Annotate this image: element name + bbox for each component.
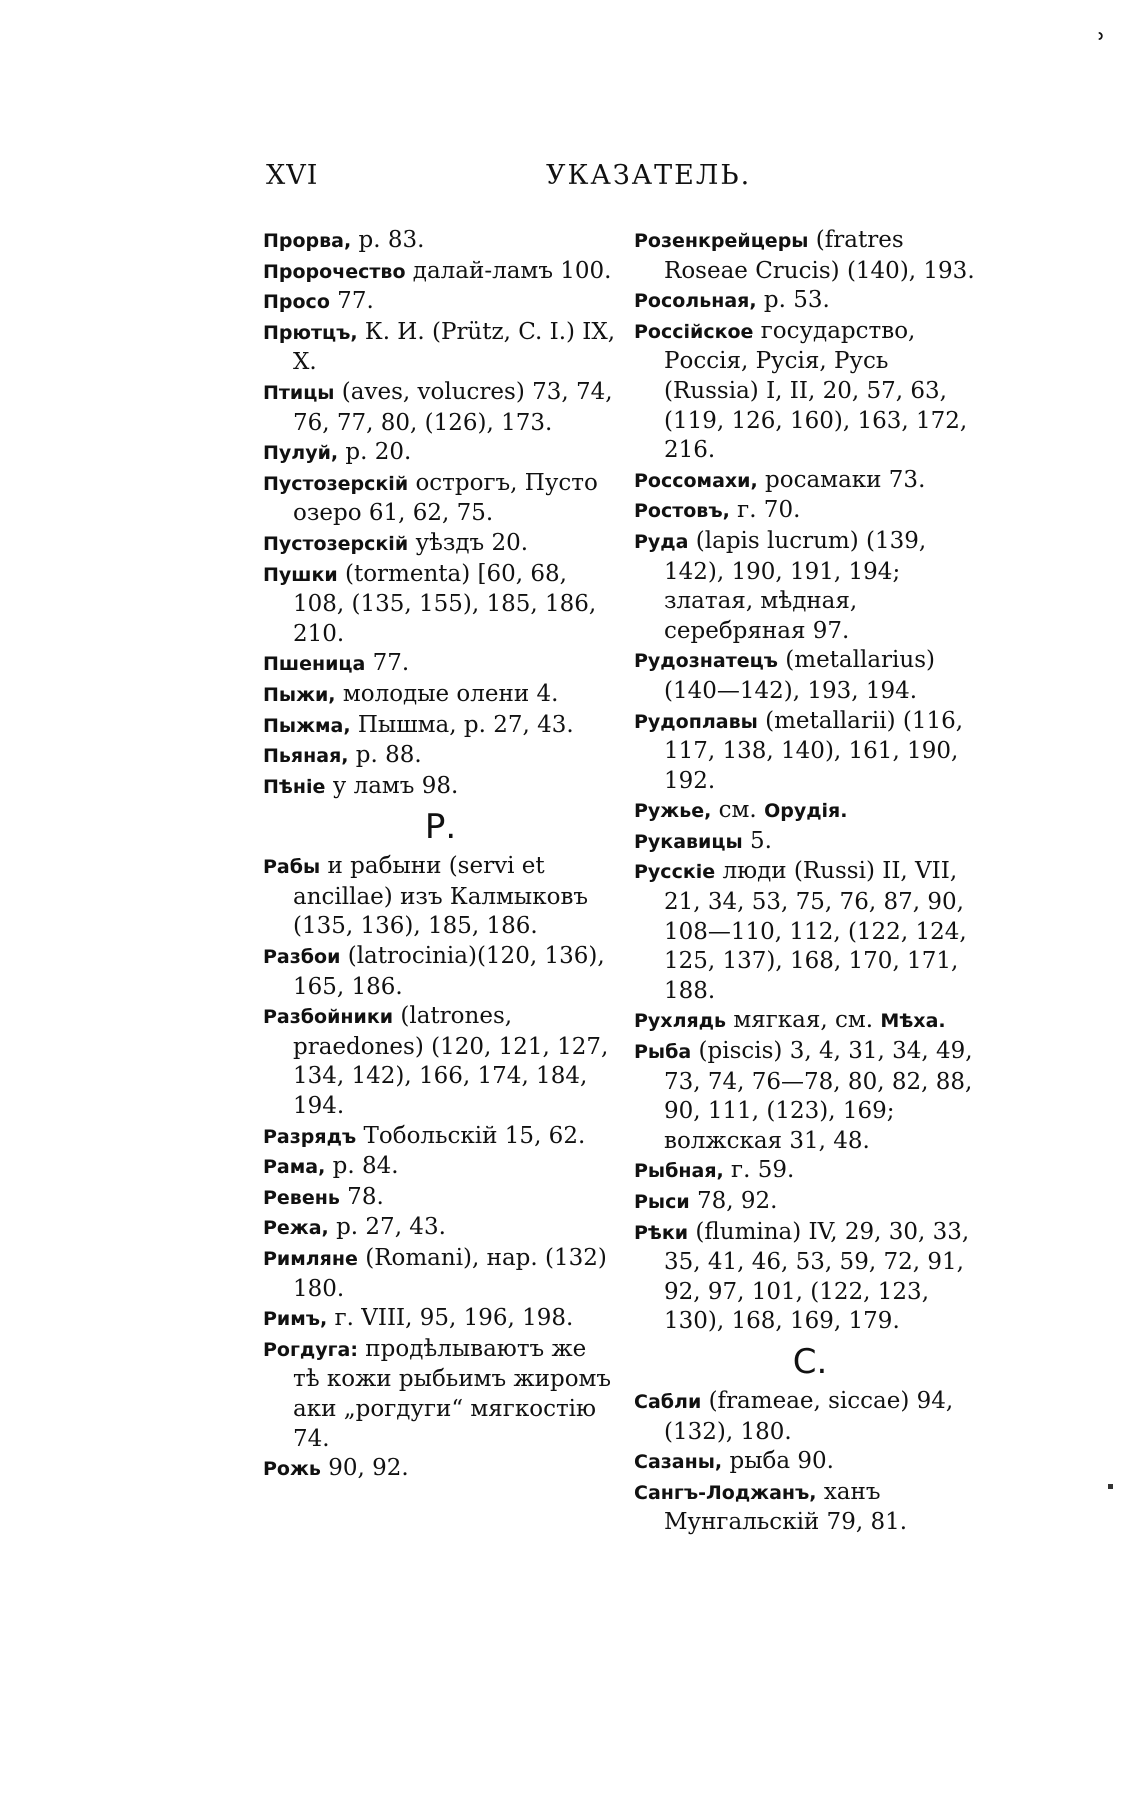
entry-headword: Ревень (263, 1186, 340, 1209)
index-entry (263, 1152, 618, 1183)
entry-text: рыба 90. (722, 1448, 834, 1475)
index-entry (263, 741, 618, 772)
entry-headword: Рама, (263, 1156, 326, 1179)
index-entry (634, 1006, 986, 1037)
entry-headword: Розенкрейцеры (634, 230, 809, 252)
index-entry (263, 649, 618, 680)
index-entry (634, 466, 986, 497)
entry-headword: Ружье, (634, 800, 712, 823)
section-letter: С. (792, 1341, 828, 1382)
index-entry (263, 852, 618, 942)
entry-headword: Римъ, (263, 1308, 328, 1331)
index-column-right (634, 226, 986, 1538)
margin-dot (1108, 1484, 1113, 1489)
entry-headword: Рыбная, (634, 1160, 724, 1183)
entry-text: (lapis lucrum) (139, 142), 190, 191, 194; златая, мѣдная, серебряная 97. (664, 527, 927, 644)
entry-headword: Пушки (263, 563, 338, 586)
entry-headword: Прютцъ, (263, 321, 358, 344)
entry-text: р. 84. (325, 1153, 399, 1180)
cross-reference: Мѣха. (880, 1010, 946, 1033)
entry-text: (flumina) IV, 29, 30, 33, 35, 41, 46, 53, 59, 72, 91, 92, 97, 101, (122, 123, 130), 168, 169, 179. (664, 1218, 970, 1335)
entry-text: продѣлываютъ же тѣ кожи рыбьимъ жиромъ аки „рогдуги“ мягкостію 74. (293, 1335, 612, 1452)
entry-headword: Рыси (634, 1191, 690, 1213)
index-entry (634, 286, 986, 317)
entry-text: 78. (339, 1183, 384, 1210)
index-entry (634, 827, 986, 858)
entry-headword: Птицы (263, 381, 335, 404)
index-entry (263, 287, 618, 318)
entry-headword: Рожь (263, 1458, 321, 1481)
index-entry (634, 527, 986, 646)
entry-text: 78, 92. (689, 1188, 778, 1214)
index-entry (634, 1156, 986, 1187)
entry-headword: Пустозерскій (263, 532, 409, 555)
entry-text: (tormenta) [60, 68, 108, (135, 155), 185, 186, 210. (293, 560, 597, 647)
page-header (266, 160, 974, 200)
index-entry (263, 1335, 618, 1454)
section-letter: Р. (424, 807, 457, 848)
entry-text: р. 20. (338, 439, 412, 466)
entry-text: 90, 92. (320, 1455, 409, 1482)
entry-text: у ламъ 98. (325, 772, 459, 799)
entry-text: 77. (329, 288, 374, 315)
entry-headword: Пророчество (263, 260, 406, 283)
entry-headword: Пулуй, (263, 442, 339, 465)
cross-reference: Орудія. (764, 800, 848, 823)
entry-headword: Руда (634, 530, 689, 553)
entry-text: молодые олени 4. (335, 680, 559, 707)
entry-headword: Русскіе (634, 861, 716, 884)
entry-text: мягкая, см. (726, 1007, 881, 1034)
entry-headword: Просо (263, 291, 330, 314)
entry-headword: Римляне (263, 1248, 358, 1270)
entry-text: 5. (742, 827, 772, 854)
entry-headword: Разбойники (263, 1006, 394, 1029)
entry-text: ханъ Мунгальскій 79, 81. (664, 1478, 908, 1536)
index-entry (263, 942, 618, 1002)
index-entry (263, 560, 618, 650)
entry-text: (fratres Roseae Crucis) (140), 193. (664, 227, 975, 284)
index-entry (263, 469, 618, 529)
index-entry (634, 1447, 986, 1478)
entry-headword: Режа, (263, 1217, 329, 1240)
index-entry (263, 1122, 618, 1153)
entry-headword: Пыжи, (263, 683, 336, 706)
entry-headword: Сабли (634, 1390, 702, 1413)
entry-headword: Рабы (263, 856, 321, 879)
index-column-left (263, 226, 618, 1485)
entry-headword: Разрядъ (263, 1125, 357, 1148)
entry-headword: Пьяная, (263, 745, 349, 768)
entry-text: государство, Россія, Русія, Русь (Russia) I, II, 20, 57, 63, (119, 126, 160), 163, 172, 216. (664, 317, 968, 464)
entry-headword: Ростовъ, (634, 500, 730, 523)
entry-text: Тобольскій 15, 62. (356, 1122, 586, 1149)
index-entry (263, 226, 618, 257)
entry-headword: Рогдуга: (263, 1338, 358, 1361)
entry-text: далай-ламъ 100. (405, 257, 612, 284)
running-title: УКАЗАТЕЛЬ. (546, 160, 752, 191)
entry-text: (piscis) 3, 4, 31, 34, 49, 73, 74, 76—78, 80, 82, 88, 90, 111, (123), 169; волжская 31, 48. (664, 1038, 973, 1154)
entry-text: см. (711, 797, 765, 824)
entry-text: люди (Russi) II, VII, 21, 34, 53, 75, 76, 87, 90, 108—110, 112, (122, 124, 125, 137), 168, 170, 171, 188. (664, 858, 967, 1004)
entry-text: Пышма, р. 27, 43. (350, 711, 574, 738)
entry-text: росамаки 73. (757, 466, 926, 493)
entry-text: и рабыни (servi et ancillae) изъ Калмыковъ (135, 136), 185, 186. (293, 853, 589, 940)
entry-headword: Сазаны, (634, 1451, 723, 1474)
index-entry (263, 1183, 618, 1214)
index-entry (263, 1244, 618, 1304)
index-entry (263, 1002, 618, 1121)
entry-headword: Сангъ-Лоджанъ, (634, 1481, 817, 1504)
entry-text: р. 53. (756, 287, 830, 314)
entry-headword: Росольная, (634, 290, 757, 313)
entry-text: 77. (365, 650, 410, 677)
index-entry (263, 1454, 618, 1485)
index-entry (634, 1187, 986, 1218)
entry-headword: Рукавицы (634, 830, 743, 853)
entry-text: (frameae, siccae) 94, (132), 180. (664, 1387, 954, 1445)
index-entry (263, 257, 618, 288)
entry-text: р. 88. (348, 742, 422, 769)
page-number: XVI (266, 160, 319, 191)
entry-text: р. 83. (351, 227, 425, 253)
index-entry (263, 378, 618, 438)
index-entry (263, 1304, 618, 1335)
index-entry (634, 1037, 986, 1156)
entry-headword: Пѣніе (263, 775, 326, 798)
entry-headword: Пустозерскій (263, 472, 409, 495)
index-entry (263, 529, 618, 560)
entry-headword: Россомахи, (634, 469, 758, 492)
index-entry (634, 317, 986, 466)
index-entry (263, 438, 618, 469)
index-entry (634, 796, 986, 827)
entry-headword: Рыба (634, 1041, 692, 1064)
entry-text: К. И. (Prütz, C. I.) IX, X. (293, 318, 616, 376)
index-entry (634, 707, 986, 797)
entry-headword: Рѣки (634, 1221, 689, 1244)
index-entry (634, 646, 986, 706)
entry-headword: Рудоплавы (634, 710, 758, 733)
entry-text: г. VIII, 95, 196, 198. (327, 1305, 574, 1332)
margin-mark: ʾ (1097, 28, 1107, 63)
index-entry (263, 711, 618, 742)
entry-text: уѣздъ 20. (408, 529, 529, 556)
entry-text: (Romani), нар. (132) 180. (293, 1245, 607, 1302)
entry-text: (latrones, praedones) (120, 121, 127, 134, 142), 166, 174, 184, 194. (293, 1003, 609, 1120)
entry-text: г. 70. (729, 497, 801, 524)
entry-text: (metallarii) (116, 117, 138, 140), 161, 190, 192. (664, 707, 964, 794)
index-entry (634, 1387, 986, 1447)
entry-text: (metallarius) (140—142), 193, 194. (664, 647, 935, 704)
entry-headword: Разбои (263, 946, 341, 969)
index-entry (263, 772, 618, 803)
entry-text: острогъ, Пусто озеро 61, 62, 75. (293, 469, 598, 527)
entry-headword: Россійское (634, 320, 754, 343)
index-entry (263, 318, 618, 378)
index-entry (263, 680, 618, 711)
index-entry (634, 1218, 986, 1337)
entry-headword: Прорва, (263, 230, 352, 252)
entry-text: р. 27, 43. (328, 1214, 446, 1241)
index-entry (634, 1478, 986, 1538)
entry-headword: Рудознатецъ (634, 650, 778, 673)
index-entry (634, 226, 986, 286)
entry-text: г. 59. (723, 1157, 795, 1184)
entry-text: (aves, volucres) 73, 74, 76, 77, 80, (126), 173. (293, 378, 613, 436)
index-entry (634, 496, 986, 527)
entry-headword: Пшеница (263, 653, 366, 676)
entry-headword: Пыжма, (263, 714, 351, 737)
entry-text: (latrocinia)(120, 136), 165, 186. (293, 943, 605, 1000)
entry-headword: Рухлядь (634, 1010, 727, 1033)
index-entry (634, 857, 986, 1006)
index-entry (263, 1213, 618, 1244)
